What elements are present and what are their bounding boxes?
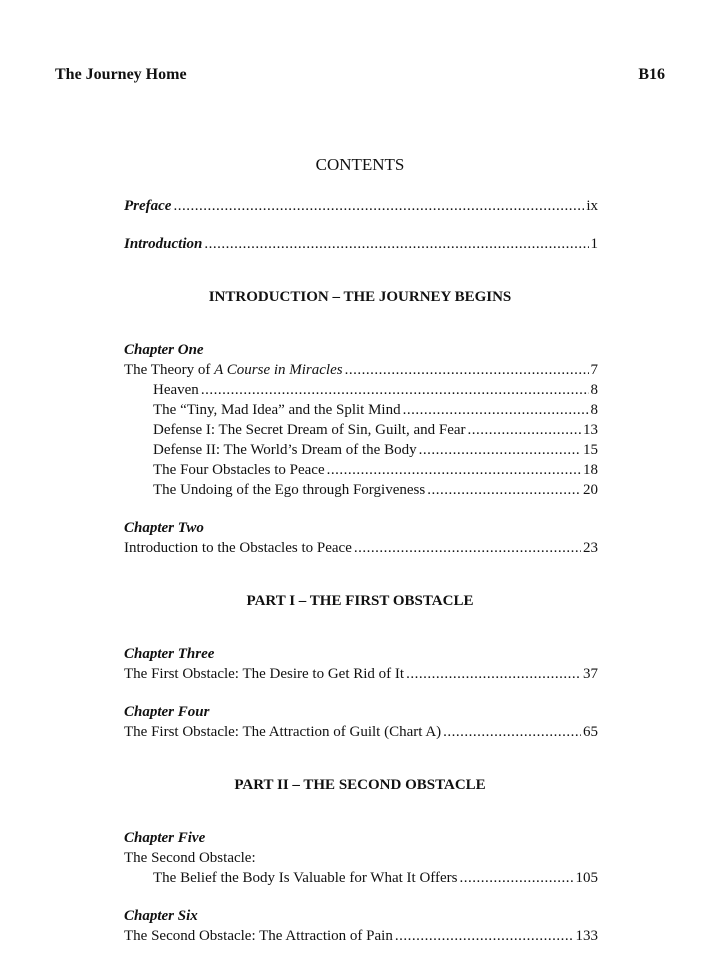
toc-page-number: 13 <box>583 422 598 438</box>
book-title: The Journey Home <box>55 66 187 83</box>
chapter-label: Chapter Six <box>124 908 198 924</box>
toc-page-number: 105 <box>575 870 598 886</box>
toc-entry-text: The Undoing of the Ego through Forgiveness <box>153 482 426 498</box>
leader-dots <box>419 440 581 460</box>
leader-dots <box>327 460 581 480</box>
toc-page-number: 18 <box>583 462 598 478</box>
chapter-label: Chapter Five <box>124 830 206 846</box>
toc-page-number: 8 <box>590 382 598 398</box>
toc-entry[interactable] <box>124 420 598 440</box>
leader-dots <box>468 420 581 440</box>
toc-entry[interactable] <box>124 868 598 888</box>
toc-entry-introduction[interactable] <box>124 234 598 254</box>
chapter-label: Chapter One <box>124 342 204 358</box>
toc-page-number: 20 <box>583 482 598 498</box>
toc-page-number: 8 <box>590 402 598 418</box>
toc-page-number: 37 <box>583 666 598 682</box>
toc-entry-text: The Belief the Body Is Valuable for What It Offers <box>153 870 458 886</box>
leader-dots <box>201 380 589 400</box>
toc-page-number: 1 <box>590 236 598 252</box>
table-of-contents <box>124 196 598 946</box>
toc-entry-text: Defense I: The Secret Dream of Sin, Guilt, and Fear <box>153 422 466 438</box>
toc-entry[interactable] <box>124 926 598 946</box>
leader-dots <box>403 400 589 420</box>
leader-dots <box>395 926 574 946</box>
toc-entry-text: Defense II: The World’s Dream of the Body <box>153 442 417 458</box>
toc-entry-text: The First Obstacle: The Desire to Get Rid of It <box>124 666 405 682</box>
toc-entry-text: The Theory of A Course in Miracles <box>124 362 343 378</box>
toc-entry[interactable] <box>124 380 598 400</box>
running-head <box>55 66 665 84</box>
toc-entry-text: Introduction to the Obstacles to Peace <box>124 540 352 556</box>
toc-page-number: ix <box>586 198 598 214</box>
leader-dots <box>173 196 584 216</box>
chapter-label: Chapter Two <box>124 520 204 536</box>
page-code: B16 <box>638 66 665 83</box>
toc-entry[interactable] <box>124 360 598 380</box>
toc-entry-text: The Second Obstacle: The Attraction of Pain <box>124 928 393 944</box>
leader-dots <box>345 360 589 380</box>
toc-page-number: 15 <box>583 442 598 458</box>
leader-dots <box>427 480 581 500</box>
toc-page-number: 23 <box>583 540 598 556</box>
leader-dots <box>406 664 581 684</box>
toc-entry-text: Heaven <box>153 382 199 398</box>
section-heading: PART I – THE FIRST OBSTACLE <box>246 593 474 609</box>
toc-page-number: 133 <box>575 928 598 944</box>
toc-page-number: 65 <box>583 724 598 740</box>
toc-entry-text: The First Obstacle: The Attraction of Guilt (Chart A) <box>124 724 442 740</box>
toc-entry[interactable] <box>124 664 598 684</box>
toc-entry-text: Introduction <box>124 236 203 252</box>
leader-dots <box>204 234 588 254</box>
contents-title: CONTENTS <box>315 155 405 174</box>
toc-entry[interactable] <box>124 538 598 558</box>
leader-dots <box>443 722 581 742</box>
toc-page-number: 7 <box>590 362 598 378</box>
toc-entry[interactable] <box>124 722 598 742</box>
leader-dots <box>354 538 581 558</box>
toc-entry-text: The “Tiny, Mad Idea” and the Split Mind <box>153 402 401 418</box>
section-heading: PART II – THE SECOND OBSTACLE <box>234 777 486 793</box>
toc-entry-text: The Four Obstacles to Peace <box>153 462 325 478</box>
toc-entry-text: Preface <box>124 198 172 214</box>
chapter-line: The Second Obstacle: <box>124 850 256 866</box>
leader-dots <box>460 868 574 888</box>
section-heading: INTRODUCTION – THE JOURNEY BEGINS <box>208 289 512 305</box>
chapter-label: Chapter Three <box>124 646 215 662</box>
toc-entry[interactable] <box>124 400 598 420</box>
toc-entry[interactable] <box>124 480 598 500</box>
toc-entry[interactable] <box>124 440 598 460</box>
chapter-label: Chapter Four <box>124 704 210 720</box>
toc-entry[interactable] <box>124 460 598 480</box>
toc-entry-preface[interactable] <box>124 196 598 216</box>
